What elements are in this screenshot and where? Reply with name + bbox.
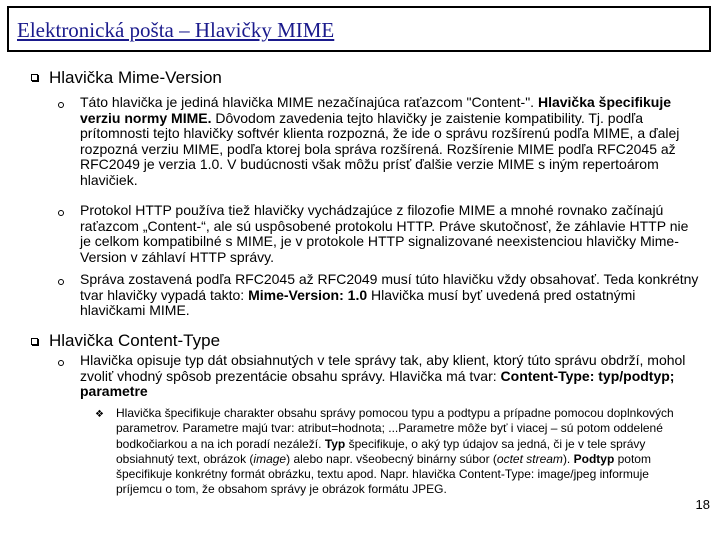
circle-bullet-icon [58, 279, 64, 285]
circle-bullet-icon [58, 102, 64, 108]
list-item: Táto hlavička je jediná hlavička MIME nezačínajúca raťazcom "Content-". Hlavička špecifikuje verziu normy MIME. Dôvodom zavedenia tejto hlavičky je zaistenie kompatibility. Tj. podľa prítomnosti tejto hlavičky softvér klienta rozpozná, že ide o správu rozšírenú podľa MIME, a ďalej rozpozná verziu MIME, podľa ktorej bola správa rozšírená. Rozšírenie MIME podľa RFC2045 až RFC2049 je verzia 1.0. V budúcnosti však môžu prísť ďalšie verzie MIME s iným repertoárom hlavičiek. [80, 94, 680, 188]
diamond-bullet-icon: ❖ [95, 409, 104, 420]
slide-title-box [7, 6, 711, 52]
slide-title: Elektronická pošta – Hlavičky MIME [17, 18, 335, 42]
section-heading-content-type: Hlavička Content-Type [49, 331, 221, 350]
square-bullet-icon [31, 74, 38, 81]
circle-bullet-icon [58, 210, 64, 216]
square-bullet-icon [31, 338, 38, 345]
section-heading-mime-version: Hlavička Mime-Version [49, 68, 222, 87]
list-item: Hlavička opisuje typ dát obsiahnutých v tele správy tak, aby klient, ktorý túto správu obdrží, mohol zvoliť vhodný spôsob prezentácie obsahu správy. Hlavička má tvar: Content-Type: typ/podtyp; parametre [80, 352, 686, 399]
list-item: Správa zostavená podľa RFC2045 až RFC2049 musí túto hlavičku vždy obsahovať. Teda konkrétny tvar hlavičky vypadá takto: Mime-Version: 1.0 Hlavička musí byť uvedená pred ostatnými hlavičkami MIME. [80, 271, 699, 318]
list-item: Hlavička špecifikuje charakter obsahu správy pomocou typu a podtypu a prípadne pomocou doplnkových parametrov. Parametre majú tvar: atribut=hodnota; ...Parametre môže byť i viacej – sú potom oddelené bodkočiarkou a na ich poradí nezáleží. Typ špecifikuje, o aký typ údajov sa jedná, či je v tele správy obsiahnutý text, obrázok (image) alebo napr. všeobecný binárny súbor (octet stream). Podtyp potom špecifikuje konkrétny formát obrázku, textu apod. Napr. hlavička Content-Type: image/jpeg informuje príjemcu o tom, že obsahom správy je obrázok formátu JPEG. [116, 406, 674, 497]
circle-bullet-icon [58, 360, 64, 366]
page-number: 18 [695, 497, 710, 512]
list-item: Protokol HTTP používa tiež hlavičky vychádzajúce z filozofie MIME a mnohé rovnako začínajú raťazcom „Content-“, ale sú uspôsobené protokolu HTTP. Práve skutočnosť, že záhlavie HTTP nie je celkom kompatibilné s MIME, je v protokole HTTP signalizované neexistenciou hlavičky Mime-Version v záhlaví HTTP správy. [80, 202, 689, 265]
